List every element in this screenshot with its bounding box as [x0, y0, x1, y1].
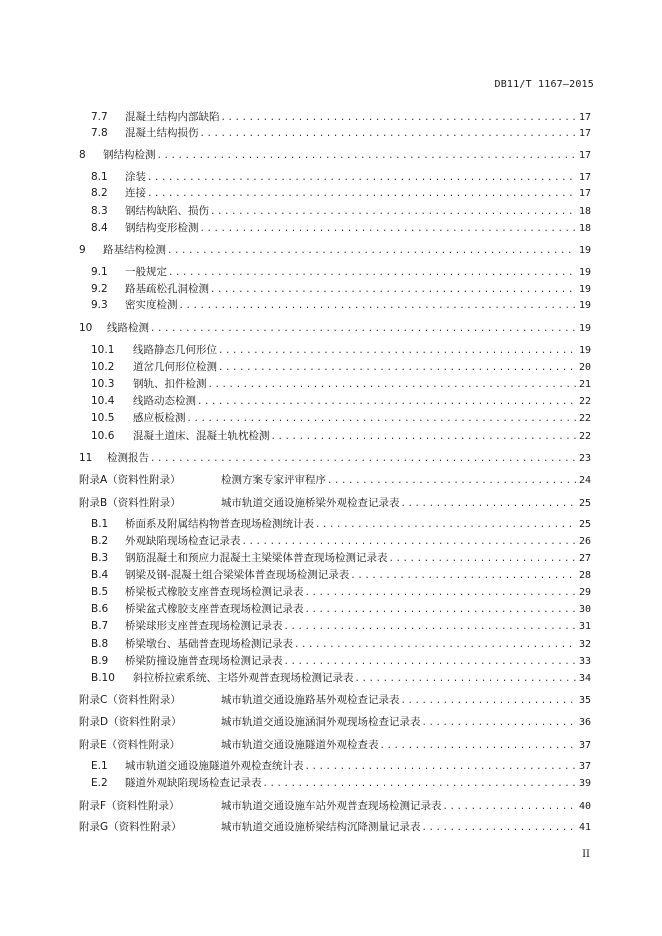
toc-entry-title: 斜拉桥拉索系统、主塔外观普查现场检测记录表	[133, 672, 354, 684]
toc-entry-number: B.1	[91, 518, 109, 530]
toc-entry-page: 20	[578, 362, 591, 373]
toc-entry-title: 感应板检测	[133, 412, 186, 424]
toc-entry-number: 10.5	[91, 412, 115, 424]
toc-entry[interactable]	[91, 568, 591, 583]
toc-entry-title: 检测方案专家评审程序	[221, 474, 326, 486]
page-number: II	[582, 849, 590, 860]
toc-entry-title: 混凝土结构内部缺陷	[125, 111, 220, 123]
toc-leader-dots	[443, 800, 576, 814]
toc-leader-dots	[305, 760, 576, 774]
toc-entry-number: 10	[79, 322, 93, 334]
toc-entry-number: B.9	[91, 655, 109, 667]
toc-leader-dots	[208, 378, 576, 392]
toc-entry-page: 17	[578, 128, 591, 139]
toc-leader-dots	[401, 694, 576, 708]
toc-leader-dots	[401, 497, 576, 511]
toc-entry-page: 40	[578, 801, 591, 812]
toc-entry-title: 涂装	[125, 171, 146, 183]
toc-leader-dots	[221, 111, 576, 125]
toc-entry-number: B.4	[91, 569, 109, 581]
toc-leader-dots	[210, 283, 576, 297]
toc-entry-page: 35	[578, 695, 591, 706]
toc-entry-number: E.2	[91, 777, 108, 789]
toc-entry-page: 19	[578, 267, 591, 278]
toc-entry-page: 36	[578, 717, 591, 728]
toc-entry-number: B.7	[91, 620, 109, 632]
toc-entry-title: 混凝土结构损伤	[125, 127, 199, 139]
toc-entry-number: B.8	[91, 638, 109, 650]
toc-entry-page: 27	[578, 553, 591, 564]
toc-entry-title: 城市轨道交通设施桥梁结构沉降测量记录表	[221, 821, 421, 833]
toc-entry[interactable]	[91, 429, 591, 444]
toc-entry-number: 10.1	[91, 344, 115, 356]
toc-entry-title: 桥梁球形支座普查现场检测记录表	[125, 620, 283, 632]
toc-entry-number: 9	[79, 244, 86, 256]
toc-entry-title: 外观缺陷现场检查记录表	[125, 535, 241, 547]
toc-leader-dots	[305, 586, 576, 600]
toc-entry-number: 9.2	[91, 283, 108, 295]
toc-leader-dots	[422, 716, 576, 730]
toc-entry-page: 18	[578, 206, 591, 217]
toc-entry-number: 附录F（资料性附录）	[79, 800, 180, 812]
toc-entry[interactable]	[79, 321, 591, 336]
toc-entry-title: 混凝土道床、混凝土轨枕检测	[133, 430, 270, 442]
toc-entry[interactable]	[91, 204, 591, 219]
toc-entry-title: 一般规定	[125, 266, 167, 278]
toc-entry-page: 17	[578, 112, 591, 123]
toc-entry-title: 隧道外观缺陷现场检查记录表	[125, 777, 262, 789]
toc-entry-page: 25	[578, 498, 591, 509]
document-id-header: DB11/T 1167—2015	[494, 79, 594, 90]
toc-leader-dots	[294, 638, 576, 652]
toc-entry-page: 19	[578, 300, 591, 311]
toc-entry[interactable]	[91, 776, 591, 791]
toc-leader-dots	[327, 474, 576, 488]
toc-entry[interactable]	[91, 343, 591, 358]
toc-entry-page: 24	[578, 475, 591, 486]
toc-entry[interactable]	[91, 282, 591, 297]
toc-entry-page: 17	[578, 150, 591, 161]
toc-entry-number: B.10	[91, 672, 115, 684]
toc-entry-page: 28	[578, 570, 591, 581]
toc-entry-title: 钢结构变形检测	[125, 222, 199, 234]
toc-entry-number: B.5	[91, 586, 109, 598]
toc-entry-number: 7.8	[91, 127, 108, 139]
toc-entry-number: 8.2	[91, 187, 108, 199]
toc-entry-title: 城市轨道交通设施隧道外观检查表	[221, 739, 379, 751]
toc-entry-number: 11	[79, 452, 93, 464]
toc-entry-page: 22	[578, 431, 591, 442]
toc-entry-title: 道岔几何形位检测	[133, 361, 217, 373]
toc-entry[interactable]	[91, 602, 591, 617]
toc-entry[interactable]	[79, 496, 591, 511]
toc-entry[interactable]	[91, 265, 591, 280]
toc-entry-title: 钢筋混凝土和预应力混凝土主梁梁体普查现场检测记录表	[125, 552, 388, 564]
toc-leader-dots	[380, 739, 576, 753]
toc-entry-page: 23	[578, 453, 591, 464]
toc-entry-number: 附录B（资料性附录）	[79, 497, 181, 509]
toc-entry-title: 桥梁盆式橡胶支座普查现场检测记录表	[125, 603, 304, 615]
toc-entry-page: 18	[578, 223, 591, 234]
toc-entry-page: 21	[578, 379, 591, 390]
toc-leader-dots	[187, 412, 576, 426]
toc-entry-page: 25	[578, 519, 591, 530]
toc-entry-number: B.3	[91, 552, 109, 564]
toc-entry-number: 9.3	[91, 299, 108, 311]
toc-entry-title: 线路静态几何形位	[133, 344, 217, 356]
toc-entry-page: 19	[578, 284, 591, 295]
toc-leader-dots	[168, 266, 576, 280]
toc-entry-number: 10.4	[91, 395, 115, 407]
toc-entry-title: 线路检测	[107, 322, 149, 334]
toc-entry-page: 22	[578, 413, 591, 424]
toc-leader-dots	[389, 552, 576, 566]
toc-entry[interactable]	[91, 221, 591, 236]
toc-leader-dots	[210, 205, 576, 219]
toc-entry-number: 10.3	[91, 378, 115, 390]
toc-entry[interactable]	[91, 654, 591, 669]
toc-entry-number: 8.3	[91, 205, 108, 217]
toc-entry[interactable]	[79, 473, 591, 488]
toc-leader-dots	[355, 672, 576, 686]
toc-entry-page: 39	[578, 778, 591, 789]
toc-leader-dots	[315, 518, 576, 532]
toc-entry-title: 桥梁板式橡胶支座普查现场检测记录表	[125, 586, 304, 598]
toc-entry-title: 连接	[125, 187, 146, 199]
toc-entry[interactable]	[79, 243, 591, 258]
toc-entry-title: 城市轨道交通设施路基外观检查记录表	[221, 694, 400, 706]
toc-entry[interactable]	[91, 394, 591, 409]
toc-entry[interactable]	[79, 820, 591, 835]
toc-entry-page: 41	[578, 822, 591, 833]
toc-entry-title: 路基疏松孔洞检测	[125, 283, 209, 295]
toc-leader-dots	[218, 344, 576, 358]
toc-entry-title: 线路动态检测	[133, 395, 196, 407]
toc-entry-page: 17	[578, 172, 591, 183]
toc-leader-dots	[350, 569, 576, 583]
toc-entry[interactable]	[91, 360, 591, 375]
toc-entry-title: 钢轨、扣件检测	[133, 378, 207, 390]
toc-entry-page: 19	[578, 323, 591, 334]
toc-entry[interactable]	[91, 110, 591, 125]
toc-entry-number: E.1	[91, 760, 108, 772]
toc-leader-dots	[179, 299, 576, 313]
toc-leader-dots	[200, 127, 576, 141]
toc-leader-dots	[157, 149, 576, 163]
toc-leader-dots	[305, 603, 576, 617]
toc-entry-title: 钢结构检测	[103, 149, 156, 161]
toc-entry-page: 19	[578, 245, 591, 256]
toc-leader-dots	[167, 244, 576, 258]
toc-entry-number: 10.2	[91, 361, 115, 373]
toc-entry[interactable]	[91, 759, 591, 774]
toc-entry-title: 桥面系及附属结构物普查现场检测统计表	[125, 518, 314, 530]
toc-entry-page: 32	[578, 639, 591, 650]
toc-leader-dots	[150, 452, 576, 466]
toc-entry[interactable]	[91, 186, 591, 201]
toc-entry-number: 附录A（资料性附录）	[79, 474, 181, 486]
toc-entry[interactable]	[91, 619, 591, 634]
toc-entry[interactable]	[91, 411, 591, 426]
toc-leader-dots	[197, 395, 576, 409]
toc-entry-number: B.2	[91, 535, 109, 547]
toc-entry-number: 8.1	[91, 171, 108, 183]
toc-entry-page: 30	[578, 604, 591, 615]
toc-entry-page: 37	[578, 761, 591, 772]
toc-entry-number: B.6	[91, 603, 109, 615]
toc-entry-page: 37	[578, 740, 591, 751]
toc-entry[interactable]	[91, 377, 591, 392]
toc-entry-number: 9.1	[91, 266, 108, 278]
toc-entry-number: 附录C（资料性附录）	[79, 694, 181, 706]
toc-entry[interactable]	[91, 671, 591, 686]
toc-entry-page: 19	[578, 345, 591, 356]
toc-entry-title: 城市轨道交通设施桥梁外观检查记录表	[221, 497, 400, 509]
toc-entry-number: 7.7	[91, 111, 108, 123]
toc-entry-title: 城市轨道交通设施车站外观普查现场检测记录表	[221, 800, 442, 812]
toc-entry-page: 34	[578, 673, 591, 684]
toc-entry[interactable]	[91, 637, 591, 652]
toc-entry[interactable]	[91, 298, 591, 313]
toc-entry-title: 城市轨道交通设施涵洞外观现场检查记录表	[221, 716, 421, 728]
toc-entry-page: 22	[578, 396, 591, 407]
toc-leader-dots	[284, 655, 576, 669]
toc-entry-page: 31	[578, 621, 591, 632]
toc-entry[interactable]	[79, 693, 591, 708]
toc-entry-title: 密实度检测	[125, 299, 178, 311]
toc-entry[interactable]	[91, 585, 591, 600]
toc-leader-dots	[284, 620, 576, 634]
toc-entry[interactable]	[91, 126, 591, 141]
toc-entry-page: 17	[578, 188, 591, 199]
toc-entry-number: 附录E（资料性附录）	[79, 739, 181, 751]
toc-entry-number: 10.6	[91, 430, 115, 442]
toc-entry-title: 桥梁防撞设施普查现场检测记录表	[125, 655, 283, 667]
toc-entry-title: 城市轨道交通设施隧道外观检查统计表	[125, 760, 304, 772]
toc-entry-page: 33	[578, 656, 591, 667]
toc-entry-page: 29	[578, 587, 591, 598]
toc-entry-title: 钢梁及钢-混凝土组合梁梁体普查现场检测记录表	[125, 569, 350, 581]
toc-leader-dots	[147, 187, 576, 201]
toc-entry-page: 26	[578, 536, 591, 547]
toc-entry-title: 桥梁墩台、基础普查现场检测记录表	[125, 638, 293, 650]
toc-entry[interactable]	[91, 534, 591, 549]
toc-leader-dots	[200, 222, 576, 236]
toc-leader-dots	[422, 821, 576, 835]
toc-entry[interactable]	[79, 148, 591, 163]
toc-leader-dots	[218, 361, 576, 375]
toc-leader-dots	[271, 430, 576, 444]
toc-entry[interactable]	[91, 517, 591, 532]
toc-entry-title: 路基结构检测	[103, 244, 166, 256]
toc-entry-number: 8.4	[91, 222, 108, 234]
toc-entry-number: 附录D（资料性附录）	[79, 716, 182, 728]
toc-leader-dots	[147, 171, 576, 185]
toc-entry[interactable]	[79, 738, 591, 753]
toc-entry-title: 检测报告	[107, 452, 149, 464]
toc-entry[interactable]	[91, 170, 591, 185]
toc-entry-number: 8	[79, 149, 86, 161]
toc-entry[interactable]	[79, 715, 591, 730]
toc-entry[interactable]	[79, 451, 591, 466]
toc-entry[interactable]	[79, 799, 591, 814]
toc-entry[interactable]	[91, 551, 591, 566]
toc-leader-dots	[263, 777, 576, 791]
toc-leader-dots	[242, 535, 576, 549]
toc-entry-number: 附录G（资料性附录）	[79, 821, 182, 833]
toc-entry-title: 钢结构缺陷、损伤	[125, 205, 209, 217]
toc-leader-dots	[150, 322, 576, 336]
